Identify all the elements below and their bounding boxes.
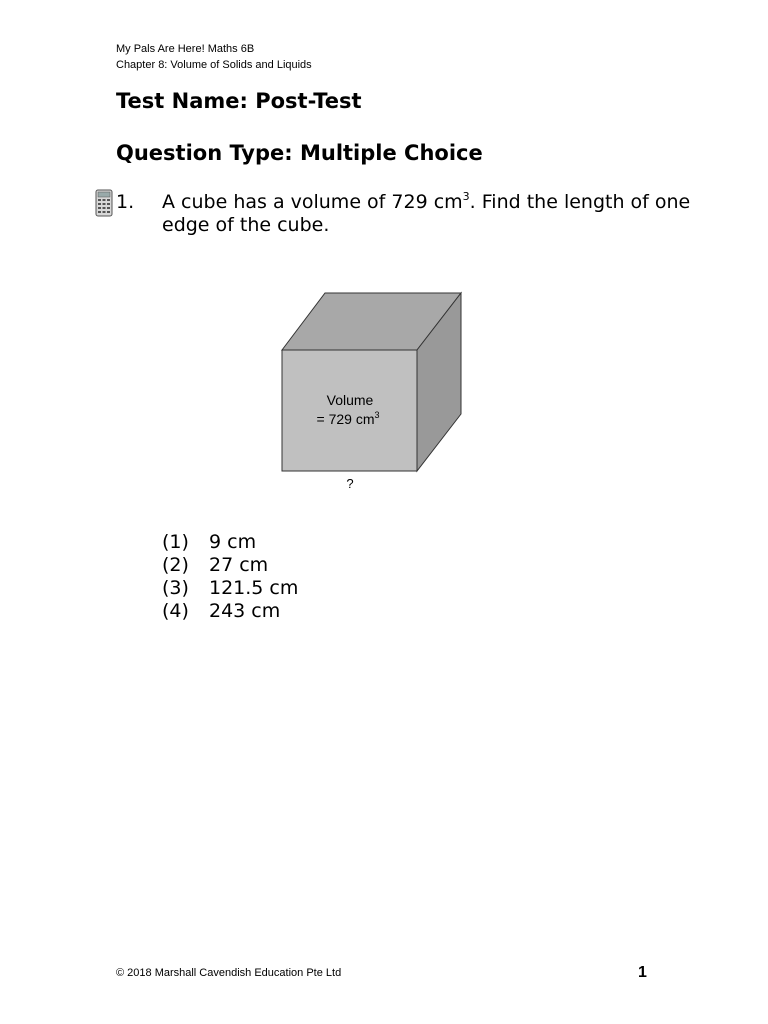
- test-name-heading: Test Name: Post-Test: [116, 89, 362, 113]
- option-number: (4): [162, 600, 189, 622]
- option-number: (3): [162, 577, 189, 599]
- header-book-title: My Pals Are Here! Maths 6B: [116, 43, 255, 55]
- cube-figure: [262, 276, 482, 496]
- option-number: (1): [162, 531, 189, 553]
- question-type-heading: Question Type: Multiple Choice: [116, 141, 483, 165]
- footer-copyright: © 2018 Marshall Cavendish Education Pte Ltd: [116, 967, 342, 979]
- question-text: [162, 191, 702, 237]
- option-text: 9 cm: [209, 531, 257, 553]
- option-1[interactable]: [162, 531, 298, 554]
- header-chapter-title: Chapter 8: Volume of Solids and Liquids: [116, 59, 312, 71]
- option-3[interactable]: [162, 577, 298, 600]
- option-number: (2): [162, 554, 189, 576]
- cube-volume-label-line2: [317, 410, 380, 427]
- cube-volume-superscript: 3: [374, 410, 380, 420]
- option-text: 243 cm: [209, 600, 281, 622]
- question-text-end: . Find the length of one edge of the cube.: [162, 191, 691, 236]
- option-text: 121.5 cm: [209, 577, 299, 599]
- answer-options: [162, 531, 298, 623]
- cube-volume-value: = 729 cm: [316, 411, 375, 427]
- calculator-icon: [95, 189, 113, 217]
- option-2[interactable]: [162, 554, 298, 577]
- question-superscript: 3: [462, 190, 470, 203]
- page-number: 1: [638, 964, 647, 981]
- question-number: 1.: [116, 191, 135, 213]
- option-4[interactable]: [162, 600, 298, 623]
- question-text-start: A cube has a volume of 729 cm: [162, 191, 463, 213]
- option-text: 27 cm: [209, 554, 269, 576]
- cube-volume-label-line1: Volume: [326, 392, 374, 408]
- cube-edge-label: ?: [346, 476, 354, 491]
